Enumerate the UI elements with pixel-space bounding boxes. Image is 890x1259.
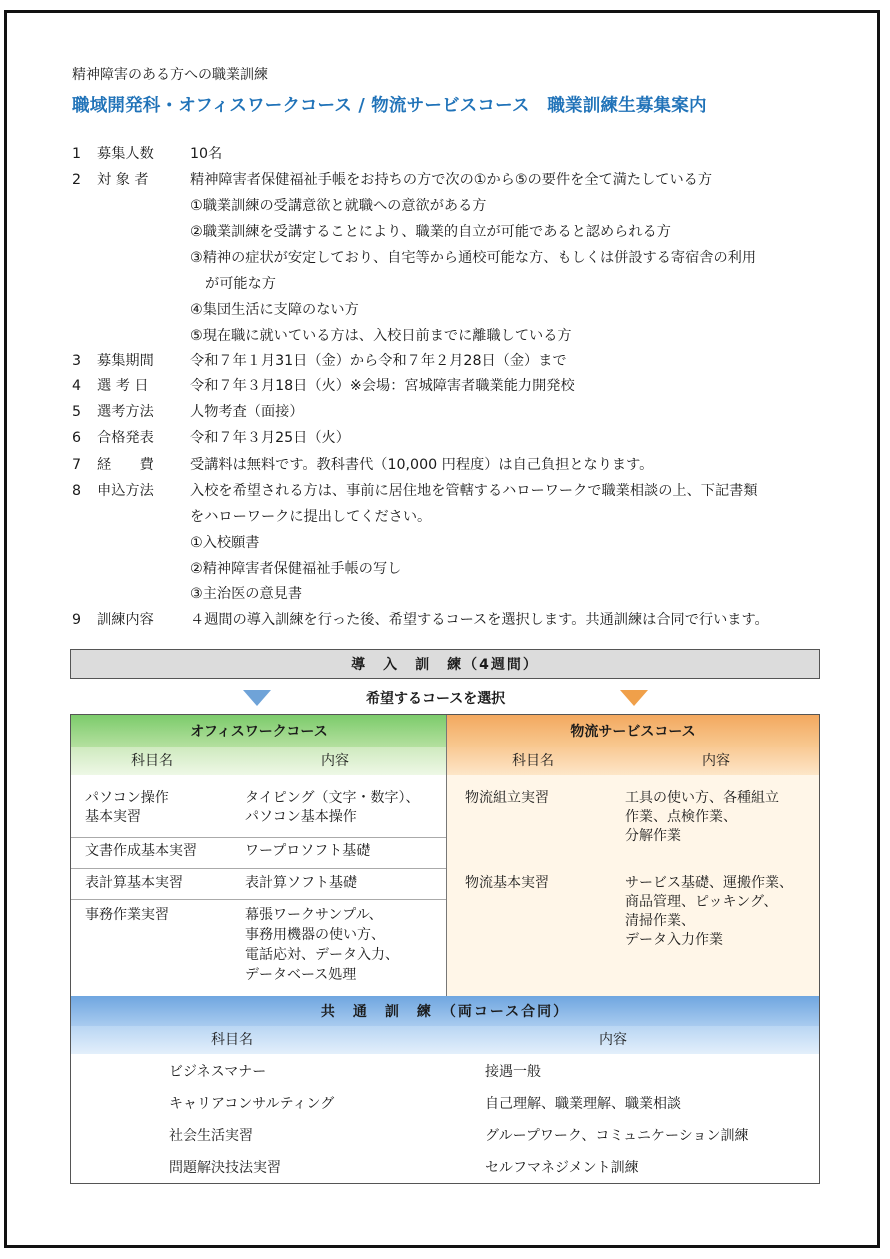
subject-name: ビジネスマナー <box>169 1064 267 1080</box>
logistics-course-header <box>447 747 819 775</box>
item-value: 令和７年３月18日（火）※会場：宮城障害者職業能力開発校 <box>190 378 575 394</box>
requirement-3-cont: が可能な方 <box>205 276 276 292</box>
item-value: 精神障害者保健福祉手帳をお持ちの方で次の①から⑤の要件を全て満たしている方 <box>190 172 713 188</box>
item-number: 4 <box>72 378 82 394</box>
requirement-5: ⑤現在職に就いている方は、入校日前までに離職している方 <box>190 328 572 344</box>
subject-content: 自己理解、職業理解、職業相談 <box>485 1096 681 1112</box>
common-training-body <box>71 1054 819 1183</box>
item-value: 10名 <box>190 146 223 162</box>
select-course-label: 希望するコースを選択 <box>366 691 506 707</box>
item-value: 人物考査（面接） <box>190 404 304 420</box>
item-label: 募集期間 <box>97 353 154 369</box>
subject-name: 文書作成基本実習 <box>85 843 197 859</box>
common-training-header <box>71 1026 819 1054</box>
office-course-body <box>71 775 447 996</box>
item-label: 経 費 <box>97 457 154 473</box>
subject-content: セルフマネジメント訓練 <box>485 1160 639 1176</box>
requirement-3: ③精神の症状が安定しており、自宅等から通校可能な方、もしくは併設する寄宿舎の利用 <box>190 250 757 266</box>
logistics-course-title: 物流サービスコース <box>447 715 819 747</box>
item-value: ４週間の導入訓練を行った後、希望するコースを選択します。共通訓練は合同で行います。 <box>190 612 769 628</box>
subject-content: パソコン基本操作 <box>245 809 357 825</box>
item-label: 合格発表 <box>97 430 154 446</box>
subject-content: 分解作業 <box>625 828 681 844</box>
subject-name: 社会生活実習 <box>169 1128 253 1144</box>
document-title: 職域開発科・オフィスワークコース / 物流サービスコース 職業訓練生募集案内 <box>72 96 707 116</box>
table-row <box>71 1054 819 1086</box>
courses-table <box>70 714 820 996</box>
subject-content: グループワーク、コミュニケーション訓練 <box>485 1128 749 1144</box>
subject-content: 商品管理、ピッキング、 <box>625 894 778 910</box>
item-number: 5 <box>72 404 82 420</box>
subject-content: 清掃作業、 <box>625 913 695 929</box>
col-content: 内容 <box>702 753 730 769</box>
document-subtitle: 精神障害のある方への職業訓練 <box>72 67 268 83</box>
subject-content: データ入力作業 <box>625 932 723 948</box>
application-cont: をハローワークに提出してください。 <box>190 509 432 525</box>
item-label: 対 象 者 <box>97 172 149 188</box>
requirement-4: ④集団生活に支障のない方 <box>190 302 359 318</box>
col-subject: 科目名 <box>512 753 554 769</box>
item-label: 選考方法 <box>97 404 154 420</box>
col-content: 内容 <box>321 753 349 769</box>
subject-content: ワープロソフト基礎 <box>245 843 371 859</box>
item-number: 8 <box>72 483 82 499</box>
item-label: 募集人数 <box>97 146 154 162</box>
common-training-title: 共 通 訓 練 （両コース合同） <box>71 996 819 1026</box>
arrow-down-icon <box>243 690 271 706</box>
common-training-table <box>70 996 820 1184</box>
subject-name: キャリアコンサルティング <box>169 1096 335 1112</box>
item-value: 令和７年１月31日（金）から令和７年２月28日（金）まで <box>190 353 567 369</box>
subject-content: 幕張ワークサンプル、 <box>245 907 383 923</box>
row-divider <box>71 868 447 869</box>
item-number: 2 <box>72 172 82 188</box>
col-subject: 科目名 <box>131 753 173 769</box>
subject-name: 問題解決技法実習 <box>169 1160 281 1176</box>
subject-name: 表計算基本実習 <box>85 875 183 891</box>
item-value: 入校を希望される方は、事前に居住地を管轄するハローワークで職業相談の上、下記書類 <box>190 483 758 499</box>
subject-content: サービス基礎、運搬作業、 <box>625 875 793 891</box>
row-divider <box>71 837 447 838</box>
office-course-title: オフィスワークコース <box>71 715 447 747</box>
table-row <box>71 1086 819 1118</box>
subject-name: 物流組立実習 <box>465 790 549 806</box>
item-number: 7 <box>72 457 82 473</box>
column-divider <box>446 715 447 996</box>
document-1: ①入校願書 <box>190 535 260 551</box>
item-value: 受講料は無料です。教科書代（10,000 円程度）は自己負担となります。 <box>190 457 654 473</box>
item-number: 9 <box>72 612 82 628</box>
subject-content: データベース処理 <box>245 967 357 983</box>
table-row <box>71 1150 819 1182</box>
table-row <box>71 1118 819 1150</box>
item-value: 令和７年３月25日（火） <box>190 430 350 446</box>
item-label: 選 考 日 <box>97 378 149 394</box>
subject-name: 基本実習 <box>85 809 141 825</box>
logistics-course-body <box>447 775 819 996</box>
subject-content: 作業、点検作業、 <box>625 809 737 825</box>
subject-content: 事務用機器の使い方、 <box>245 927 385 943</box>
document-2: ②精神障害者保健福祉手帳の写し <box>190 561 402 577</box>
intro-training-bar: 導 入 訓 練（4週間） <box>70 649 820 679</box>
col-subject: 科目名 <box>211 1032 253 1048</box>
item-number: 1 <box>72 146 82 162</box>
subject-content: 電話応対、データ入力、 <box>245 947 399 963</box>
subject-name: 物流基本実習 <box>465 875 549 891</box>
subject-name: パソコン操作 <box>85 790 169 806</box>
arrow-down-icon <box>620 690 648 706</box>
item-number: 3 <box>72 353 82 369</box>
requirement-2: ②職業訓練を受講することにより、職業的自立が可能であると認められる方 <box>190 224 671 240</box>
item-number: 6 <box>72 430 82 446</box>
row-divider <box>71 899 447 900</box>
subject-content: 表計算ソフト基礎 <box>245 875 357 891</box>
col-content: 内容 <box>599 1032 627 1048</box>
subject-content: 工具の使い方、各種組立 <box>625 790 779 806</box>
requirement-1: ①職業訓練の受講意欲と就職への意欲がある方 <box>190 198 487 214</box>
item-label: 訓練内容 <box>97 612 154 628</box>
office-course-header <box>71 747 447 775</box>
item-label: 申込方法 <box>97 483 154 499</box>
document-3: ③主治医の意見書 <box>190 586 303 602</box>
subject-content: タイピング（文字・数字）、 <box>245 790 420 806</box>
subject-content: 接遇一般 <box>485 1064 541 1080</box>
subject-name: 事務作業実習 <box>85 907 169 923</box>
